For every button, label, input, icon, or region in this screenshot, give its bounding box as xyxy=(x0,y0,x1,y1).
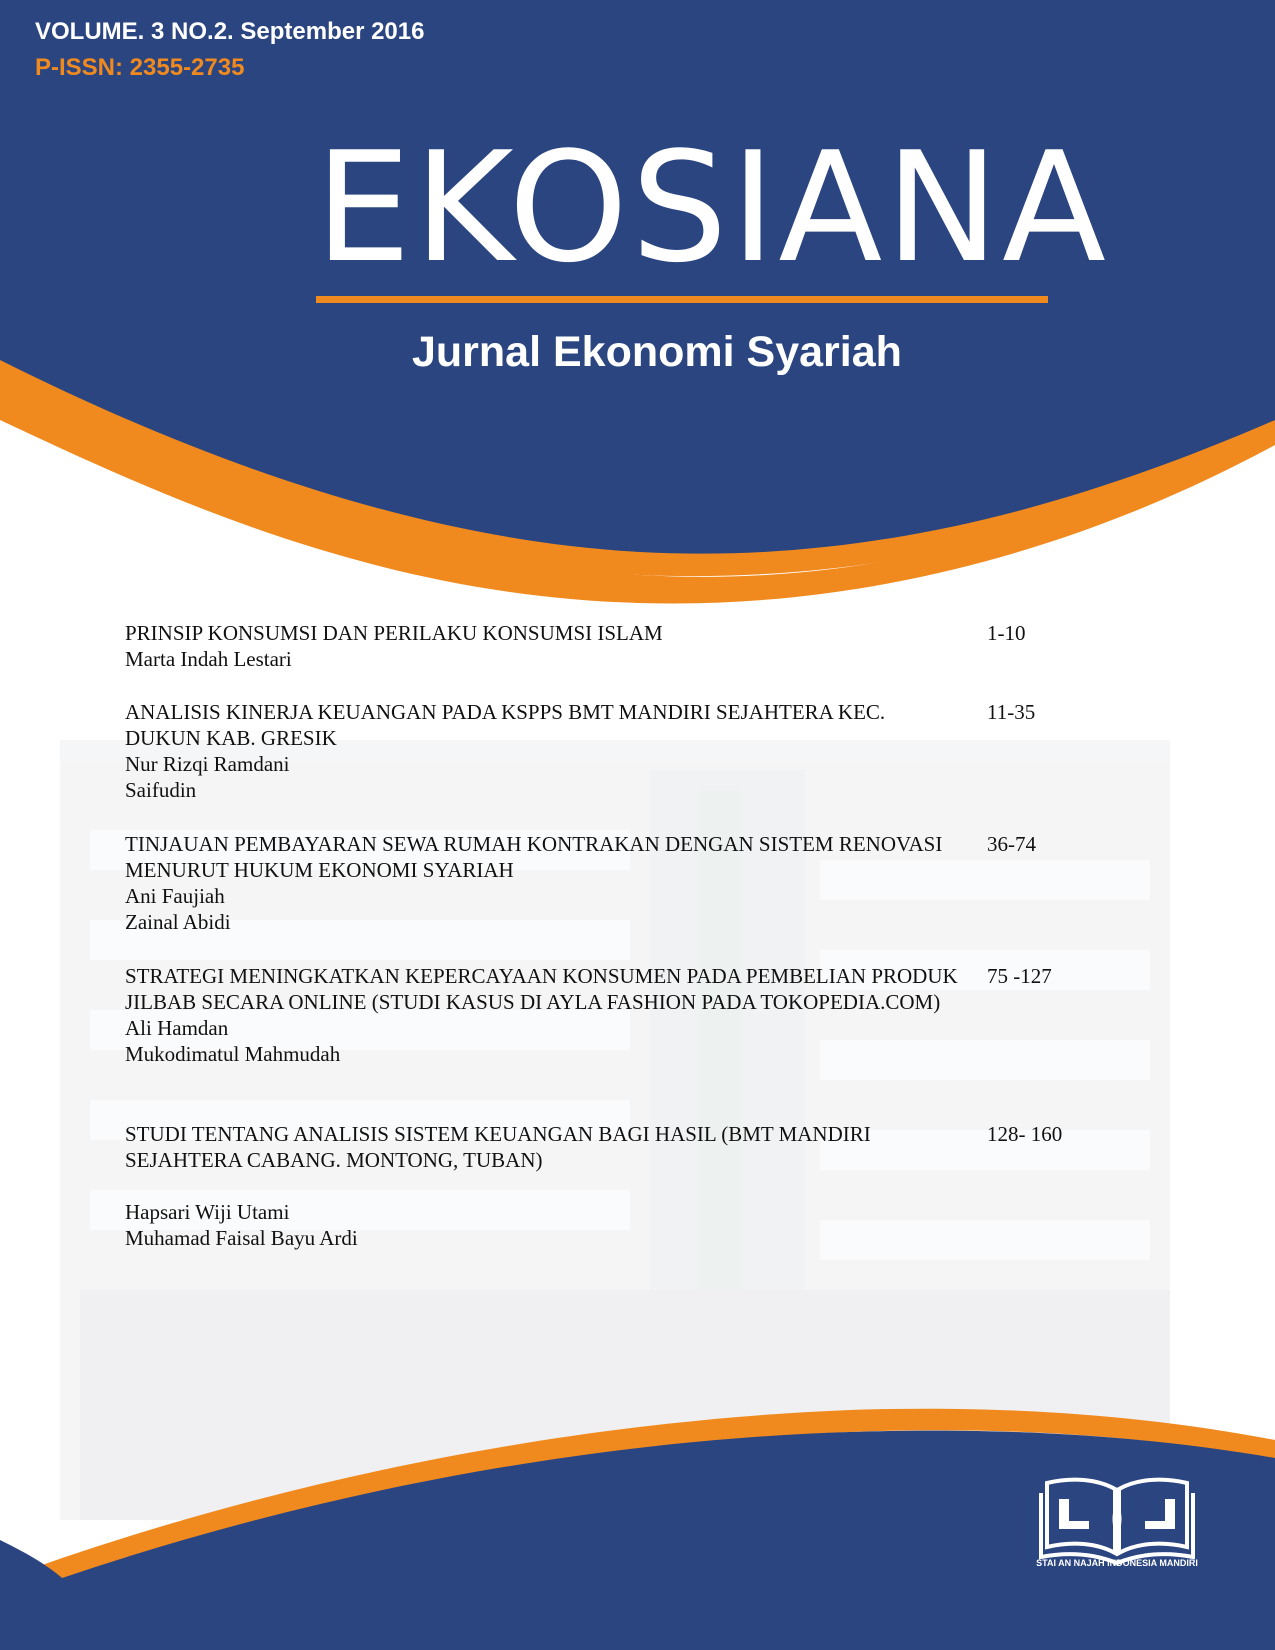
toc-entry xyxy=(125,831,1036,935)
title-underline xyxy=(316,296,1048,303)
toc-entry-pages: 75 -127 xyxy=(987,964,1052,988)
issn-label: P-ISSN: 2355-2735 xyxy=(35,54,245,81)
toc-entry xyxy=(125,963,1052,1067)
toc-author: Marta Indah Lestari xyxy=(125,647,292,671)
toc-entry-title: STUDI TENTANG ANALISIS SISTEM KEUANGAN BAGI HASIL (BMT MANDIRI SEJAHTERA CABANG. MONTONG, TUBAN) xyxy=(125,1122,871,1172)
toc-author: Mukodimatul Mahmudah xyxy=(125,1042,341,1066)
toc-entry-pages: 1-10 xyxy=(987,621,1026,645)
journal-subtitle: Jurnal Ekonomi Syariah xyxy=(412,328,902,376)
toc-author: Ani Faujiah xyxy=(125,884,225,908)
toc-author: Saifudin xyxy=(125,778,197,802)
toc-entry-title: TINJAUAN PEMBAYARAN SEWA RUMAH KONTRAKAN DENGAN SISTEM RENOVASI MENURUT HUKUM EKONOMI SYARIAH xyxy=(125,832,943,882)
volume-issue-label: VOLUME. 3 NO.2. September 2016 xyxy=(35,18,425,45)
toc-entry-pages: 11-35 xyxy=(987,700,1036,724)
toc-entry xyxy=(125,1121,1063,1251)
toc-entry xyxy=(125,699,1036,803)
toc-entry-title: PRINSIP KONSUMSI DAN PERILAKU KONSUMSI ISLAM xyxy=(125,621,663,645)
toc-author: Nur Rizqi Ramdani xyxy=(125,752,290,776)
toc-entry-pages: 36-74 xyxy=(987,832,1036,856)
toc-entry-pages: 128- 160 xyxy=(987,1122,1063,1146)
toc-author: Zainal Abidi xyxy=(125,910,231,934)
toc-author: Muhamad Faisal Bayu Ardi xyxy=(125,1226,358,1250)
toc-author: Ali Hamdan xyxy=(125,1016,229,1040)
institution-caption: STAI AN NAJAH INDONESIA MANDIRI xyxy=(1036,1558,1198,1568)
toc-entry-title: STRATEGI MENINGKATKAN KEPERCAYAAN KONSUMEN PADA PEMBELIAN PRODUK JILBAB SECARA ONLINE (STUDI KASUS DI AYLA FASHION PADA TOKOPEDIA.COM) xyxy=(125,964,958,1014)
toc-entry-title: ANALISIS KINERJA KEUANGAN PADA KSPPS BMT MANDIRI SEJAHTERA KEC. DUKUN KAB. GRESIK xyxy=(125,700,886,750)
toc-author: Hapsari Wiji Utami xyxy=(125,1200,290,1224)
journal-title: EKOSIANA xyxy=(315,119,1110,296)
toc-entry xyxy=(125,620,1026,672)
